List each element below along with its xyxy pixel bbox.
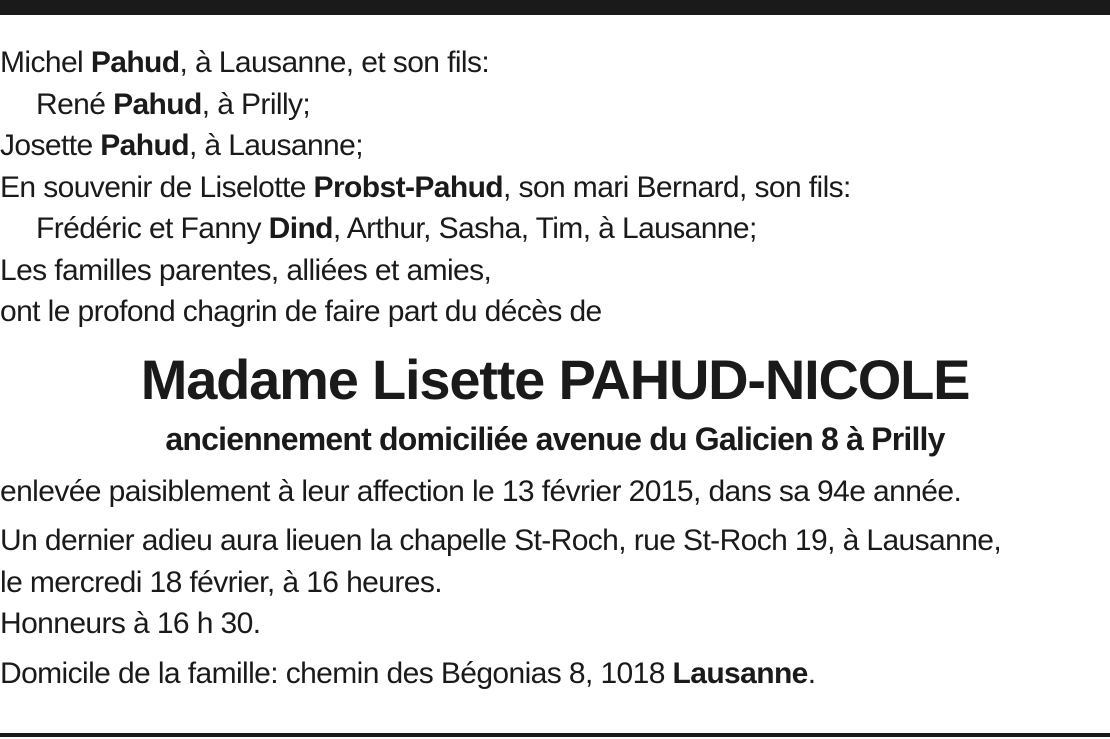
- text: , Arthur, Sasha, Tim, à Lausanne;: [332, 212, 757, 245]
- family-line-josette: [0, 125, 1110, 167]
- surname: Pahud: [113, 87, 202, 121]
- text: Frédéric et Fanny: [36, 212, 269, 245]
- family-line-frederic: [0, 208, 1110, 250]
- surname: Pahud: [100, 129, 189, 162]
- announcement-line: ont le profond chagrin de faire part du décès de: [0, 295, 602, 328]
- text: .: [807, 656, 816, 690]
- family-line-michel: [0, 42, 1110, 84]
- ceremony-line: Un dernier adieu aura lieuen la chapelle St-Roch, rue St-Roch 19, à Lausanne,: [0, 524, 1002, 557]
- family-line-relatives: Les familles parentes, alliées et amies,: [0, 253, 492, 287]
- text: René: [36, 87, 114, 121]
- bottom-border-rule: [0, 733, 1110, 737]
- domicile-line: [0, 653, 1110, 695]
- passing-line: enlevée paisiblement à leur affection le 13 février 2015, dans sa 94e année.: [0, 474, 962, 508]
- family-line-liselotte: [0, 167, 1110, 209]
- deceased-name: Madame Lisette PAHUD-NICOLE: [140, 347, 970, 411]
- text: , à Lausanne, et son fils:: [179, 46, 490, 79]
- text: , à Prilly;: [201, 87, 311, 121]
- text: En souvenir de Liselotte: [0, 170, 314, 204]
- text: Michel: [0, 46, 91, 79]
- text: , son mari Bernard, son fils:: [503, 170, 851, 204]
- ceremony-date-line: le mercredi 18 février, à 16 heures.: [0, 565, 442, 599]
- surname: Pahud: [90, 46, 180, 79]
- surname: Probst-Pahud: [313, 170, 504, 204]
- city: Lausanne: [672, 656, 808, 690]
- text: Josette: [0, 129, 101, 162]
- honours-line: Honneurs à 16 h 30.: [0, 607, 261, 640]
- deceased-address: anciennement domiciliée avenue du Galicien 8 à Prilly: [165, 420, 945, 457]
- top-border-rule: [0, 0, 1110, 15]
- text: , à Lausanne;: [188, 129, 363, 162]
- obituary-notice: [0, 42, 1110, 694]
- text: Domicile de la famille: chemin des Bégonias 8, 1018: [0, 656, 673, 690]
- family-line-rene: [0, 84, 1110, 126]
- surname: Dind: [268, 212, 333, 245]
